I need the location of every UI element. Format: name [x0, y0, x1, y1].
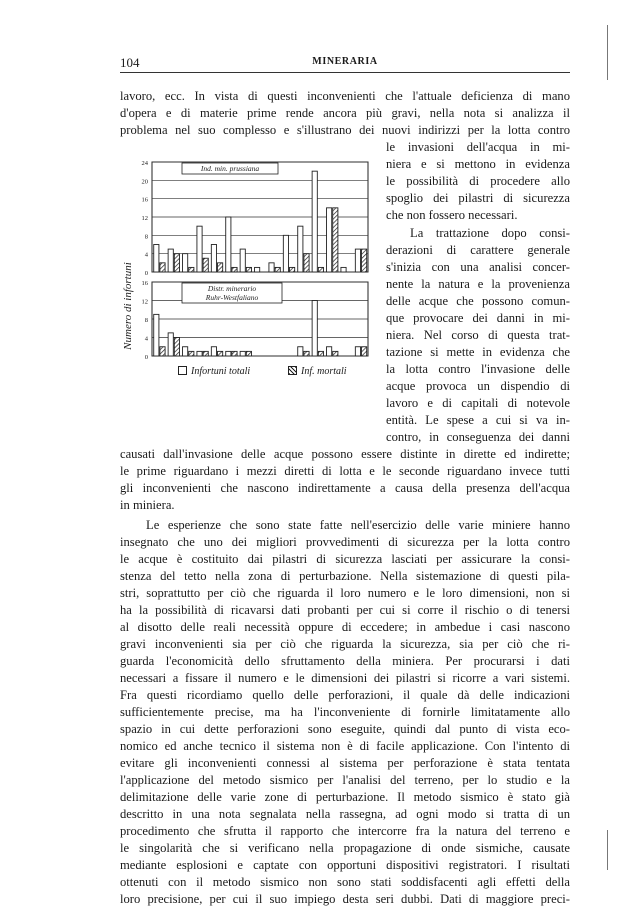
text-line: que provocare dei danni in mi-: [386, 311, 570, 325]
bar-infortuni-totali: [341, 267, 346, 272]
text-line: lavoro e di capitali di notevole: [386, 396, 570, 410]
bar-infortuni-totali: [211, 245, 216, 273]
bar-infortuni-mortali: [246, 351, 251, 356]
bar-infortuni-mortali: [362, 347, 367, 356]
text-line: le possibilità di procedere allo: [386, 174, 570, 188]
text-line: le singolarità che si verificano nella propagazione di onde sismiche, causate: [120, 841, 570, 855]
chart-title: Ind. min. prussiana: [200, 164, 260, 173]
text-line: gravi inconvenienti sia per ciò che riguarda la sicurezza, sia per ciò che ri-: [120, 637, 570, 651]
text-line: tazione si mette in evidenza che: [386, 345, 570, 359]
bar-infortuni-mortali: [160, 263, 165, 272]
bar-infortuni-totali: [154, 245, 159, 273]
scan-edge-line: [607, 830, 608, 870]
text-line: mediante esplosioni e captate con opportuni dispositivi registratori. I risultati: [120, 858, 570, 872]
text-line: derazioni di carattere generale: [386, 243, 570, 257]
text-line: loro precisione, per cui il suo impiego desta seri dubbi. Dati di maggiore preci-: [120, 892, 570, 906]
text-line: le prime riguardano i mezzi diretti di lotta e le seconde riguardano invece tutti: [120, 464, 570, 478]
bar-infortuni-mortali: [304, 254, 309, 272]
bar-infortuni-totali: [355, 347, 360, 356]
bar-infortuni-mortali: [174, 338, 179, 357]
bar-infortuni-totali: [240, 351, 245, 356]
bar-infortuni-totali: [226, 351, 231, 356]
bar-infortuni-mortali: [189, 267, 194, 272]
text-line: ottenuti con il metodo sismico non sono stati soddisfacenti agli effetti della: [120, 875, 570, 889]
bar-infortuni-totali: [298, 347, 303, 356]
legend-deaths: [288, 366, 347, 377]
bar-infortuni-mortali: [232, 267, 237, 272]
text-line: contro, in conseguenza dei danni: [386, 430, 570, 444]
bar-infortuni-totali: [327, 347, 332, 356]
bar-infortuni-totali: [226, 217, 231, 272]
bar-infortuni-mortali: [174, 254, 179, 272]
bar-infortuni-mortali: [203, 351, 208, 356]
chart-ylabel: Numero di infortuni: [122, 262, 134, 350]
text-line: nente la natura e la provenienza: [386, 277, 570, 291]
chart-title-line2: Ruhr-Westfaliano: [205, 293, 259, 302]
text-line: insegnato che uno dei migliori provvedimenti di sicurezza per la lotta contro: [120, 535, 570, 549]
text-line: le invasioni dell'acqua in mi-: [386, 140, 570, 154]
y-tick-label: 16: [141, 280, 148, 287]
text-line: Le esperienze che sono state fatte nell'esercizio delle varie miniere hanno: [146, 518, 570, 532]
text-line: entità. Le spese a cui si va in-: [386, 413, 570, 427]
y-tick-label: 4: [144, 251, 148, 259]
text-line: problema nel suo complesso e s'illustrano dei nuovi indirizzi per la lotta contro: [120, 123, 570, 137]
text-line: causati dall'invasione delle acque possono essere distinte in dirette ed indirette;: [120, 447, 570, 461]
text-line: sufficientemente precise, ma ha l'inconveniente di fornirle limitatamente allo: [120, 705, 570, 719]
text-line: stri, soprattutto per ciò che riguarda il loro numero e le loro dimensioni, non si: [120, 586, 570, 600]
bar-infortuni-mortali: [203, 258, 208, 272]
text-line: nomico ed anche tecnico il sistema non è di facile applicazione. Con l'intento di: [120, 739, 570, 753]
bar-infortuni-mortali: [218, 351, 223, 356]
legend-deaths-label: Inf. mortali: [301, 366, 347, 377]
page-number: 104: [120, 55, 140, 70]
y-tick-label: 4: [144, 335, 148, 343]
text-line: al disotto delle reali necessità oppure di eccedere; in ambedue i casi nascono: [120, 620, 570, 634]
bar-infortuni-totali: [183, 347, 188, 356]
text-line: s'inizia con una analisi concer-: [386, 260, 570, 274]
page-header: [120, 55, 570, 71]
running-title: MINERARIA: [312, 56, 378, 67]
text-line: descritto in una nota segnalata nella rassegna, ad ogni modo si tratta di un: [120, 807, 570, 821]
bar-infortuni-totali: [183, 254, 188, 272]
bar-infortuni-totali: [312, 301, 317, 357]
legend-totals: [178, 366, 250, 377]
y-tick-label: 16: [141, 196, 148, 204]
bar-infortuni-totali: [269, 263, 274, 272]
text-line: gli inconvenienti che nascono indirettamente a causa della presenza dell'acqua: [120, 481, 570, 495]
text-line: delle acque che possono comun-: [386, 294, 570, 308]
text-line: l'applicazione del metodo sismico per l'analisi del terreno, per lo studio e la: [120, 773, 570, 787]
y-tick-label: 0: [144, 270, 148, 277]
y-tick-label: 20: [141, 178, 148, 186]
bar-infortuni-totali: [327, 208, 332, 272]
legend-swatch-hatched: [288, 366, 297, 375]
text-line: la lotta contro l'invasione delle: [386, 362, 570, 376]
chart-title-line1: Distr. minerario: [207, 284, 257, 293]
text-line: delimitazione delle varie zone di perturbazione. Il metodo sismico è stato già: [120, 790, 570, 804]
bar-infortuni-mortali: [160, 347, 165, 356]
bar-infortuni-totali: [168, 333, 173, 356]
text-line: La trattazione dopo consi-: [410, 226, 570, 240]
y-tick-label: 8: [144, 317, 148, 324]
y-tick-label: 24: [141, 160, 148, 167]
text-line: acque provoca un dispendio di: [386, 379, 570, 393]
bar-infortuni-mortali: [189, 351, 194, 356]
bar-infortuni-mortali: [275, 267, 280, 272]
bar-infortuni-mortali: [333, 351, 338, 356]
y-tick-label: 12: [141, 215, 148, 222]
text-line: evitare gli inconvenienti connessi al sistema per perforazione è stata tentata: [120, 756, 570, 770]
bar-infortuni-totali: [298, 226, 303, 272]
text-line: spazio in cui dette perforazioni sono eseguite, quindi dal punto di vista eco-: [120, 722, 570, 736]
bar-infortuni-mortali: [362, 249, 367, 272]
text-line: ha la possibilità di ricavarsi dati probanti per cui si corre il rischio o di tenersi: [120, 603, 570, 617]
bar-infortuni-totali: [312, 171, 317, 272]
text-line: le acque è costituito dai pilastri di sicurezza lasciati per assicurare la consi-: [120, 552, 570, 566]
scan-edge-line: [607, 25, 608, 80]
text-line: in miniera.: [120, 498, 175, 512]
text-line: che non fossero necessari.: [386, 208, 518, 222]
bar-chart-svg: [118, 158, 382, 388]
bar-infortuni-mortali: [218, 263, 223, 272]
text-line: niera e si mettono in evidenza: [386, 157, 570, 171]
text-line: stenza del tetto nella zona di perturbazione. Nella sistemazione di questi pila-: [120, 569, 570, 583]
y-tick-label: 8: [144, 233, 148, 241]
bar-infortuni-totali: [255, 267, 260, 272]
bar-infortuni-mortali: [290, 267, 295, 272]
legend-totals-label: Infortuni totali: [191, 366, 251, 377]
legend-swatch-open: [178, 366, 187, 375]
text-line: niera. Nel corso di questa trat-: [386, 328, 570, 342]
bar-infortuni-totali: [197, 351, 202, 356]
bar-infortuni-mortali: [232, 351, 237, 356]
text-line: spoglio dei pilastri di sicurezza: [386, 191, 570, 205]
text-line: guarda l'economicità dello sfruttamento della miniera. Per procurarsi i dati: [120, 654, 570, 668]
text-line: Fra questi ricordiamo quello delle perforazioni, il quale dà delle indicazioni: [120, 688, 570, 702]
text-line: procedimento che sfrutta il rapporto che intercorre fra la natura del terreno e: [120, 824, 570, 838]
y-tick-label: 0: [144, 354, 148, 361]
bar-infortuni-mortali: [246, 267, 251, 272]
header-rule: [120, 72, 570, 73]
figure-accident-charts: [118, 158, 382, 388]
text-line: necessari a fissare il numero e le dimensioni dei pilastri si ricorre a vari sistemi.: [120, 671, 570, 685]
y-tick-label: 12: [141, 298, 148, 306]
bar-infortuni-mortali: [318, 351, 323, 356]
bar-infortuni-mortali: [304, 351, 309, 356]
bar-infortuni-mortali: [318, 267, 323, 272]
bar-infortuni-totali: [154, 314, 159, 356]
bar-infortuni-mortali: [333, 208, 338, 272]
text-line: d'opera e di materie prime rende ancora più gravi, nella nota si analizza il: [120, 106, 570, 120]
bar-infortuni-totali: [240, 249, 245, 272]
bar-infortuni-totali: [197, 226, 202, 272]
bar-infortuni-totali: [168, 249, 173, 272]
bar-infortuni-totali: [211, 347, 216, 356]
bar-infortuni-totali: [283, 235, 288, 272]
bar-infortuni-totali: [355, 249, 360, 272]
text-line: lavoro, ecc. In vista di questi inconvenienti che l'attuale deficienza di mano: [120, 89, 570, 103]
